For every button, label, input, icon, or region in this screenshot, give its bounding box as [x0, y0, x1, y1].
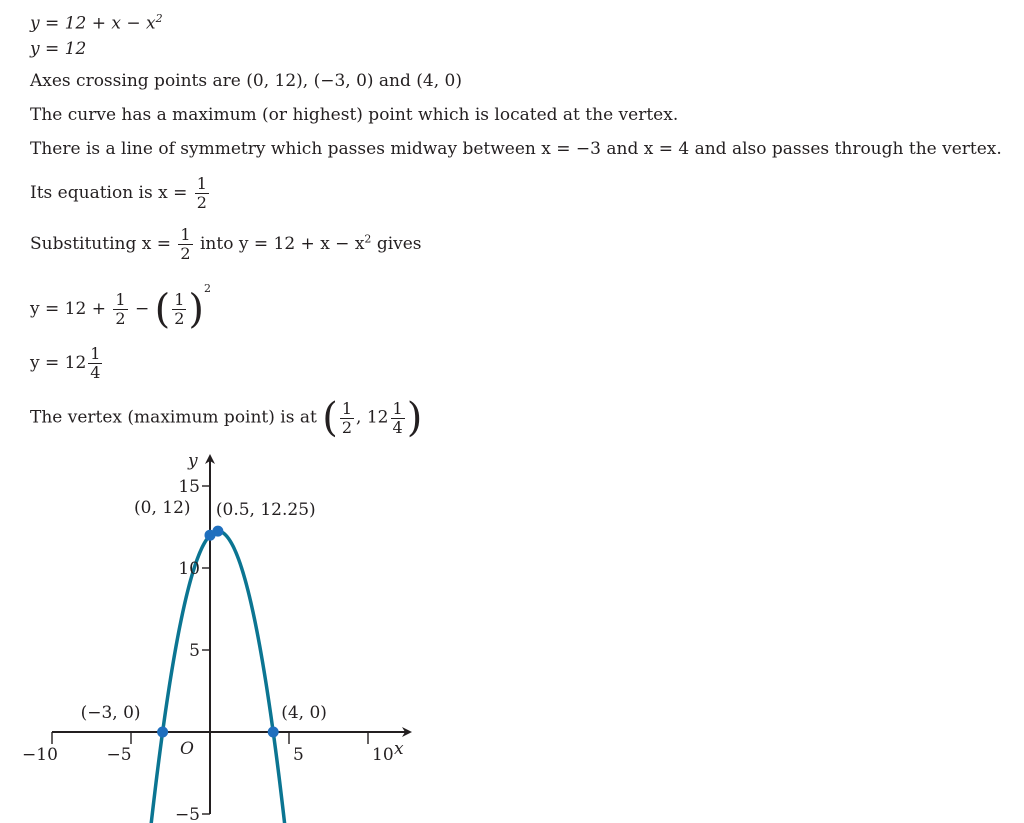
fraction-denominator: 2: [341, 417, 353, 437]
vertex-text: [30, 395, 423, 441]
substitution-exponent: 2: [364, 232, 372, 246]
fraction-half: [195, 175, 209, 212]
equation-curve-exponent: 2: [155, 12, 163, 25]
paren-open: (: [322, 395, 338, 441]
fraction-half: [178, 226, 192, 263]
origin-label: O: [180, 739, 194, 759]
substitution-middle: into y = 12 + x − x: [200, 234, 365, 254]
fraction-denominator: 2: [115, 309, 126, 328]
substitution-prefix: Substituting x =: [30, 234, 171, 254]
crossing-points-text: Axes crossing points are (0, 12), (−3, 0) and (4, 0): [30, 71, 462, 91]
y-calculation-minus: −: [134, 299, 150, 319]
curve-layer: [146, 531, 290, 823]
y-calculation-exponent: 2: [204, 282, 211, 295]
equation-line: y = 12: [30, 39, 87, 59]
fraction-quarter: [391, 400, 405, 437]
fraction-denominator: 4: [392, 417, 403, 437]
substitution-suffix: gives: [371, 234, 422, 254]
fraction-half: [113, 291, 127, 328]
labels-layer: [22, 451, 404, 823]
x-tick-label: 10: [372, 745, 394, 765]
fraction-numerator: 1: [90, 344, 101, 363]
vertex-comma: , 12: [356, 407, 389, 428]
fraction-numerator: 1: [341, 398, 353, 418]
point-label: (0.5, 12.25): [215, 500, 316, 521]
fraction-denominator: 2: [180, 244, 191, 263]
data-point: [212, 526, 223, 537]
fraction-numerator: 1: [115, 290, 126, 309]
y-calculation-prefix: y = 12 +: [30, 299, 106, 319]
symmetry-equation: [30, 175, 211, 212]
paren-open: (: [154, 286, 171, 333]
fraction-denominator: 2: [174, 309, 185, 328]
substitution-text: [30, 226, 422, 263]
point-label: (−3, 0): [80, 703, 141, 723]
paren-close: ): [406, 395, 423, 441]
fraction-denominator: 2: [196, 193, 207, 212]
data-point: [157, 727, 168, 738]
symmetry-equation-prefix: Its equation is x =: [30, 183, 188, 203]
y-result: [30, 345, 104, 382]
fraction-numerator: 1: [174, 290, 185, 309]
y-result-prefix: y = 12: [30, 353, 87, 373]
y-calculation: [30, 278, 211, 333]
parabola-curve: [146, 531, 290, 823]
y-tick-label: 15: [178, 477, 200, 497]
x-tick-label: 5: [293, 745, 304, 765]
x-tick-label: −10: [22, 745, 58, 765]
equation-curve-text: y = 12 + x − x: [30, 13, 156, 34]
x-axis-label: x: [394, 739, 404, 759]
y-axis-label: y: [188, 451, 198, 471]
points-layer: [157, 526, 279, 738]
y-tick-label: 5: [189, 641, 200, 661]
y-tick-label: −5: [174, 805, 200, 823]
symmetry-text: There is a line of symmetry which passes midway between x = −3 and x = 4 and also passes through the vertex.: [30, 139, 1002, 159]
fraction-half: [340, 400, 354, 437]
fraction-numerator: 1: [196, 174, 207, 193]
x-tick-label: −5: [106, 745, 132, 765]
point-label: (4, 0): [281, 703, 327, 723]
data-point: [268, 727, 279, 738]
fraction-numerator: 1: [180, 225, 191, 244]
parabola-graph: [0, 448, 460, 823]
equation-curve: [30, 8, 163, 35]
fraction-half: [172, 291, 186, 328]
maximum-text: The curve has a maximum (or highest) point which is located at the vertex.: [30, 105, 679, 125]
y-tick-label: 10: [178, 559, 200, 579]
vertex-prefix: The vertex (maximum point) is at: [30, 407, 317, 428]
point-label: (0, 12): [134, 498, 191, 519]
paren-close: ): [188, 286, 204, 333]
fraction-quarter: [88, 345, 102, 382]
fraction-numerator: 1: [392, 398, 403, 418]
fraction-denominator: 4: [90, 363, 101, 382]
